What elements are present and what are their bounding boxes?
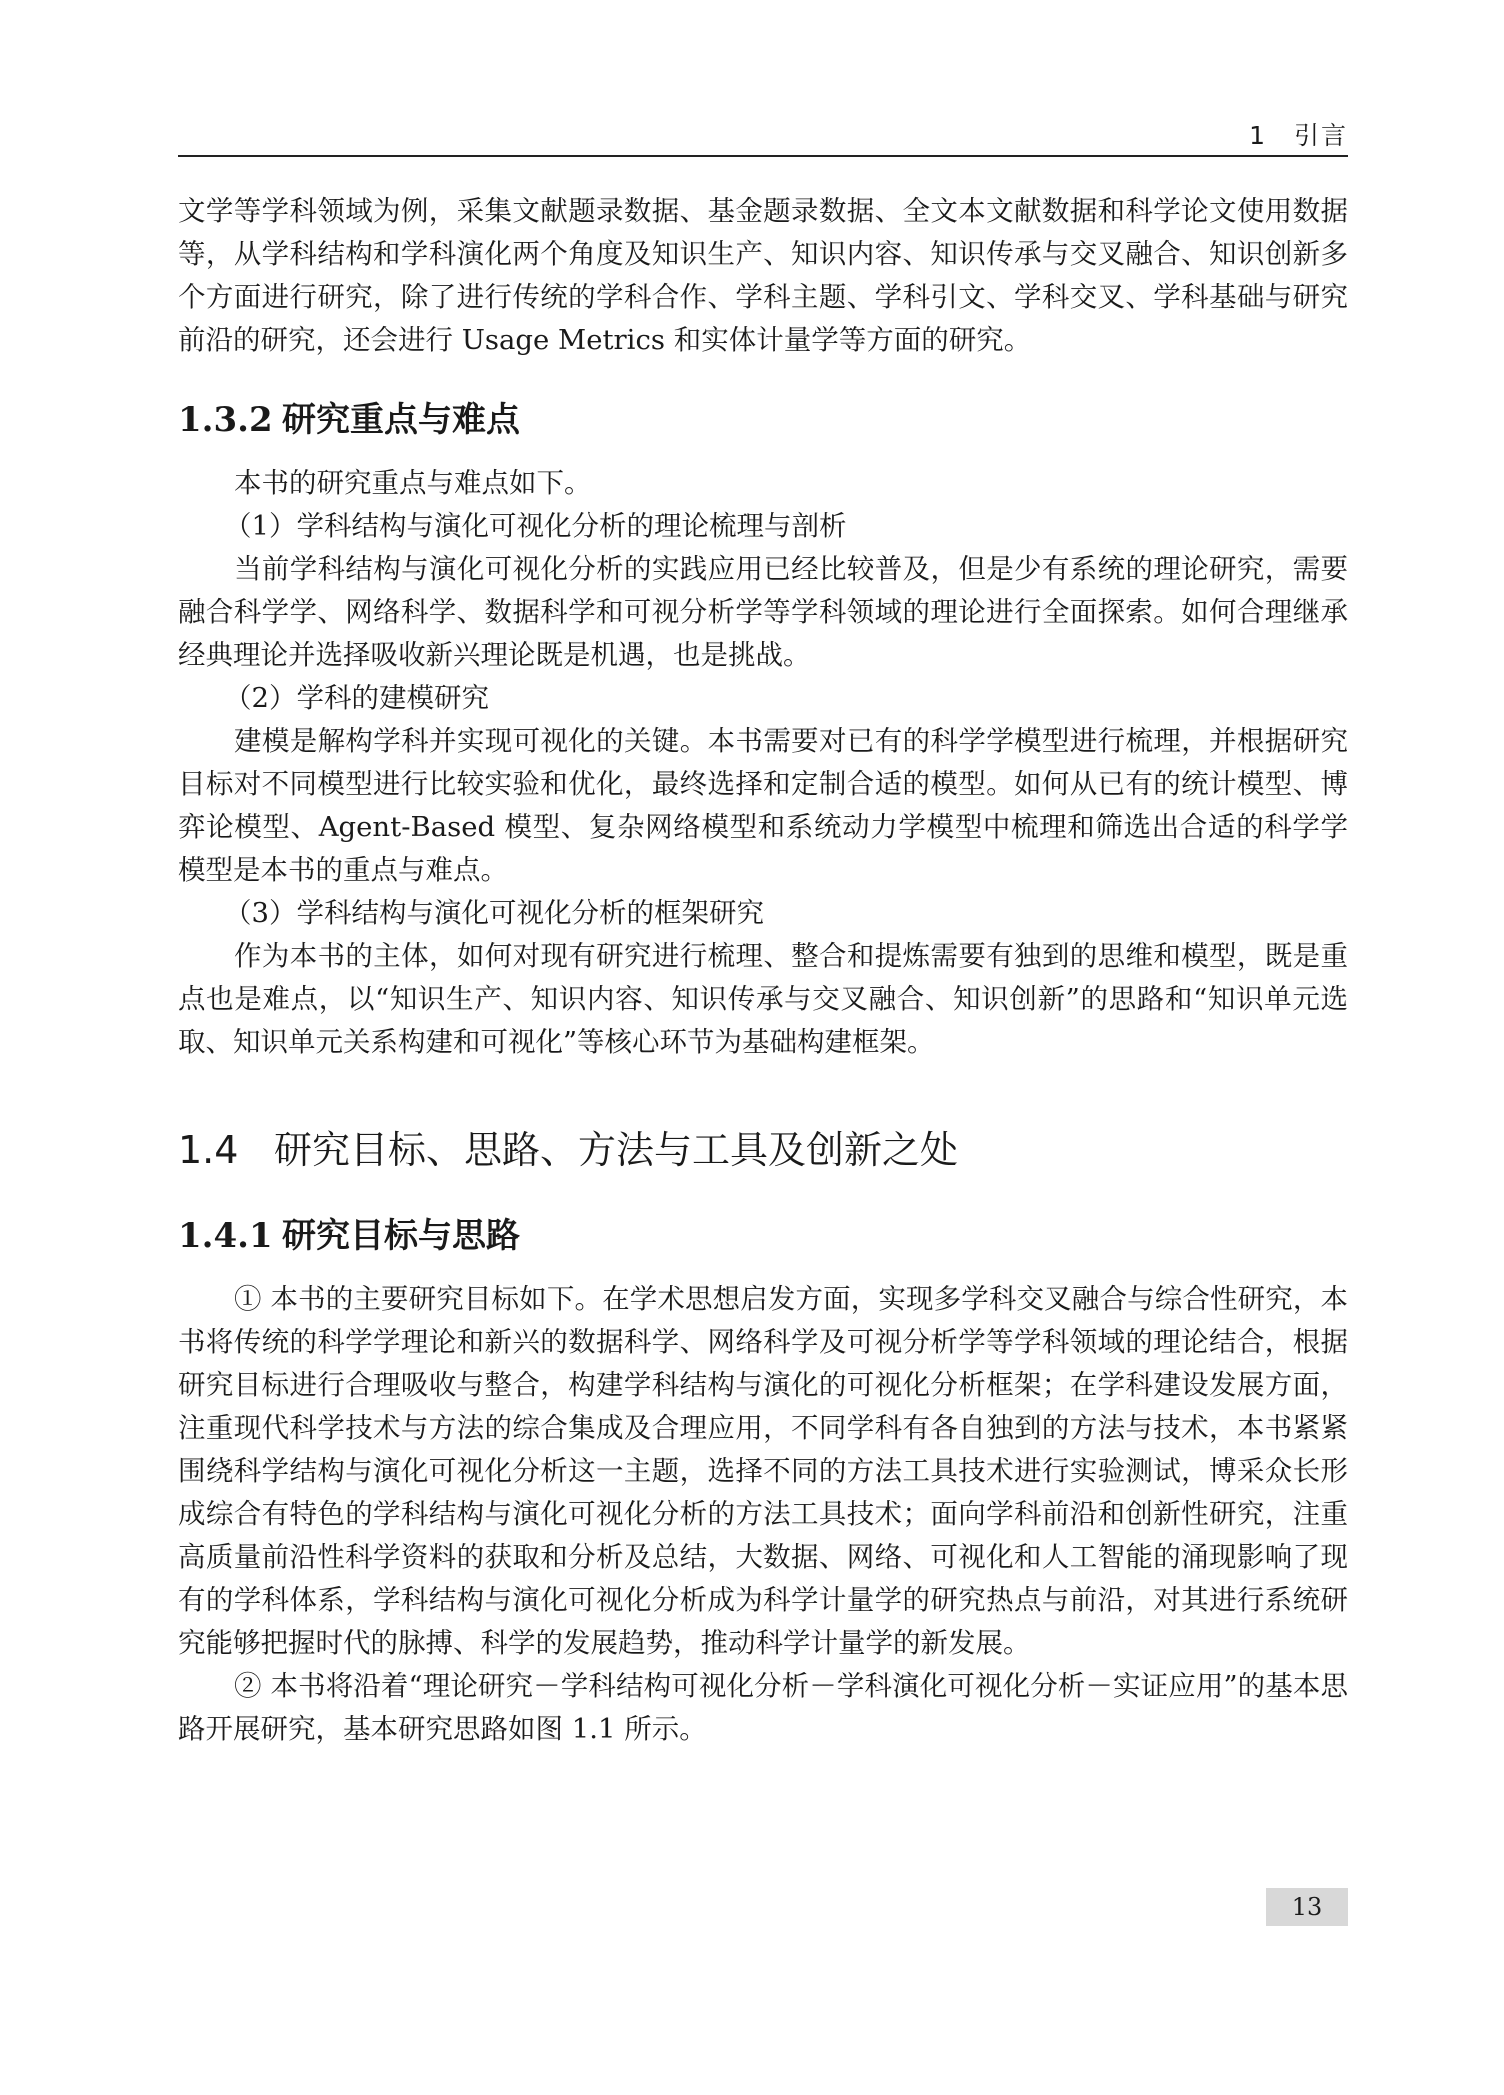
- section-heading-1-4: [178, 1122, 1348, 1178]
- section-number: 1.4.1: [178, 1216, 273, 1256]
- section-title: 研究重点与难点: [282, 400, 520, 440]
- section-heading-1-4-1: [178, 1212, 1348, 1260]
- list-item-title: （1）学科结构与演化可视化分析的理论梳理与剖析: [224, 510, 847, 542]
- paragraph: 当前学科结构与演化可视化分析的实践应用已经比较普及，但是少有系统的理论研究，需要融合科学学、网络科学、数据科学和可视分析学等学科领域的理论进行全面探索。如何合理继承经典理论并选择吸收新兴理论既是机遇，也是挑战。: [178, 553, 1348, 671]
- page-number: 13: [1266, 1888, 1348, 1926]
- section-number: 1.3.2: [178, 400, 273, 440]
- paragraph: ① 本书的主要研究目标如下。在学术思想启发方面，实现多学科交叉融合与综合性研究，本书将传统的科学学理论和新兴的数据科学、网络科学及可视分析学等学科领域的理论结合，根据研究目标进行合理吸收与整合，构建学科结构与演化的可视化分析框架；在学科建设发展方面，注重现代科学技术与方法的综合集成及合理应用，不同学科有各自独到的方法与技术，本书紧紧围绕科学结构与演化可视化分析这一主题，选择不同的方法工具技术进行实验测试，博采众长形成综合有特色的学科结构与演化可视化分析的方法工具技术；面向学科前沿和创新性研究，注重高质量前沿性科学资料的获取和分析及总结，大数据、网络、可视化和人工智能的涌现影响了现有的学科体系，学科结构与演化可视化分析成为科学计量学的研究热点与前沿，对其进行系统研究能够把握时代的脉搏、科学的发展趋势，推动科学计量学的新发展。: [178, 1283, 1348, 1659]
- paragraph: 作为本书的主体，如何对现有研究进行梳理、整合和提炼需要有独到的思维和模型，既是重点也是难点，以“知识生产、知识内容、知识传承与交叉融合、知识创新”的思路和“知识单元选取、知识单元关系构建和可视化”等核心环节为基础构建框架。: [178, 940, 1348, 1058]
- list-item-title: （3）学科结构与演化可视化分析的框架研究: [224, 897, 764, 929]
- paragraph: 建模是解构学科并实现可视化的关键。本书需要对已有的科学学模型进行梳理，并根据研究目标对不同模型进行比较实验和优化，最终选择和定制合适的模型。如何从已有的统计模型、博弈论模型、Agent-Based 模型、复杂网络模型和系统动力学模型中梳理和筛选出合适的科学学模型是本书的重点与难点。: [178, 725, 1348, 886]
- page-body: [178, 190, 1348, 1751]
- list-item-title: （2）学科的建模研究: [224, 682, 489, 714]
- running-head: 1 引言: [1249, 121, 1348, 150]
- paragraph: 文学等学科领域为例，采集文献题录数据、基金题录数据、全文本文献数据和科学论文使用数据等，从学科结构和学科演化两个角度及知识生产、知识内容、知识传承与交叉融合、知识创新多个方面进行研究，除了进行传统的学科合作、学科主题、学科引文、学科交叉、学科基础与研究前沿的研究，还会进行 Usage Metrics 和实体计量学等方面的研究。: [178, 195, 1348, 356]
- paragraph: ② 本书将沿着“理论研究－学科结构可视化分析－学科演化可视化分析－实证应用”的基本思路开展研究，基本研究思路如图 1.1 所示。: [178, 1670, 1348, 1745]
- section-title: 研究目标与思路: [282, 1216, 520, 1256]
- section-number: 1.4: [178, 1128, 239, 1172]
- page-header: [178, 110, 1348, 158]
- header-rule: [178, 155, 1348, 157]
- section-title: 研究目标、思路、方法与工具及创新之处: [274, 1128, 959, 1172]
- paragraph: 本书的研究重点与难点如下。: [234, 467, 592, 499]
- section-heading-1-3-2: [178, 396, 1348, 444]
